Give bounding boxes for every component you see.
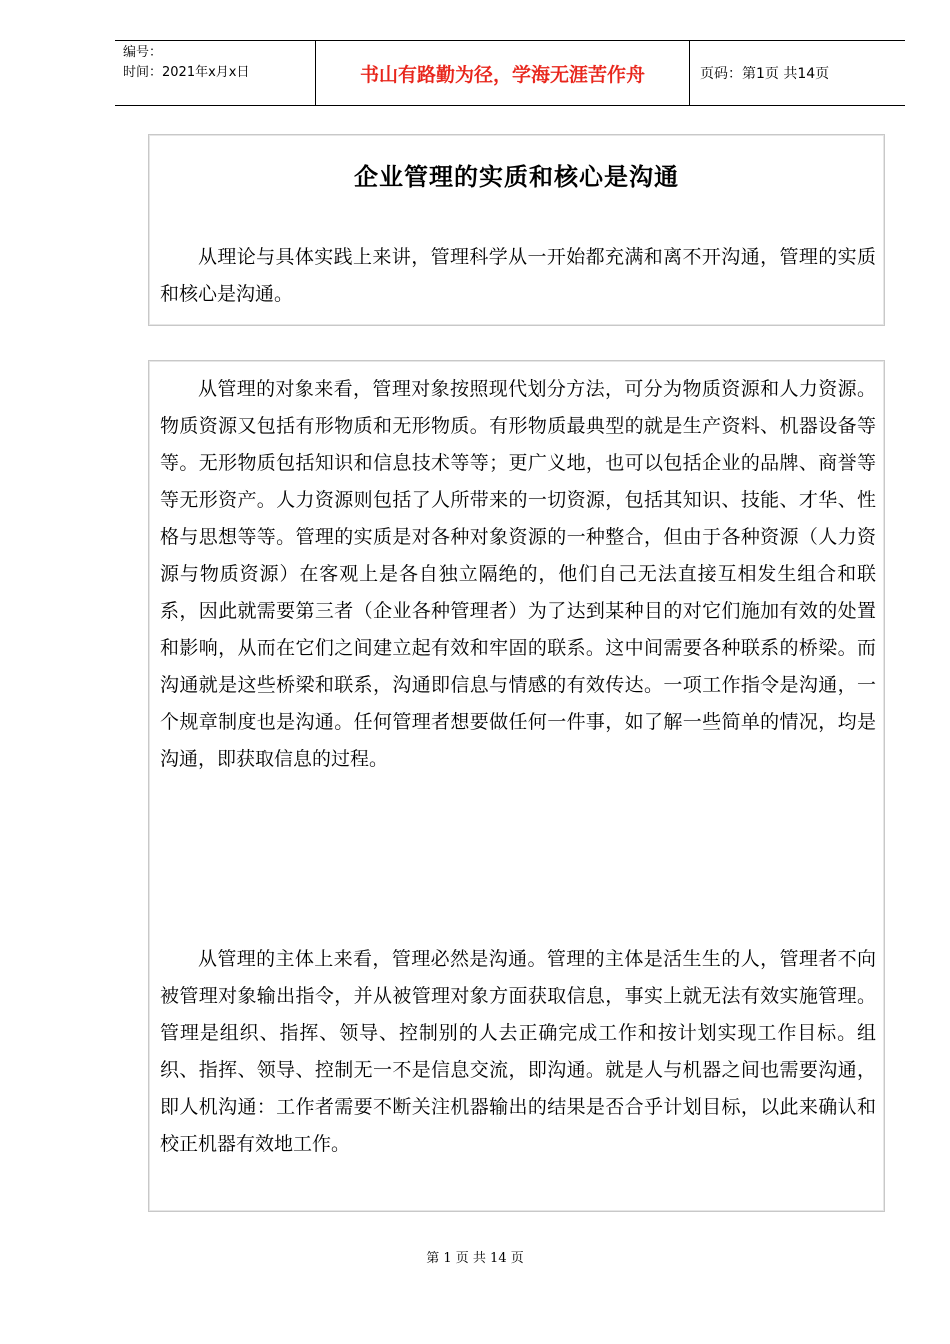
title-section: [148, 134, 885, 326]
document-title: 企业管理的实质和核心是沟通: [354, 162, 679, 191]
header-motto: 书山有路勤为径，学海无涯苦作舟: [316, 41, 690, 105]
intro-paragraph: 从理论与具体实践上来讲，管理科学从一开始都充满和离不开沟通，管理的实质和核心是沟通。: [160, 246, 876, 305]
header-meta: [115, 41, 316, 105]
body-paragraph-2: 从管理的主体上来看，管理必然是沟通。管理的主体是活生生的人，管理者不向被管理对象输出指令，并从被管理对象方面获取信息，事实上就无法有效实施管理。管理是组织、指挥、领导、控制别的人去正确完成工作和按计划实现工作目标。组织、指挥、领导、控制无一不是信息交流，即沟通。就是人与机器之间也需要沟通，即人机沟通：工作者需要不断关注机器输出的结果是否合乎计划目标，以此来确认和校正机器有效地工作。: [160, 948, 876, 1155]
body-section: [148, 360, 885, 1212]
serial-label: 编号：: [123, 45, 163, 60]
page-header: [115, 40, 905, 106]
page-footer: 第 1 页 共 14 页: [426, 1251, 524, 1266]
body-paragraph-1: 从管理的对象来看，管理对象按照现代划分方法，可分为物质资源和人力资源。物质资源又包括有形物质和无形物质。有形物质最典型的就是生产资料、机器设备等等。无形物质包括知识和信息技术等等；更广义地，也可以包括企业的品牌、商誉等等无形资产。人力资源则包括了人所带来的一切资源，包括其知识、技能、才华、性格与思想等等。管理的实质是对各种对象资源的一种整合，但由于各种资源（人力资源与物质资源）在客观上是各自独立隔绝的，他们自己无法直接互相发生组合和联系，因此就需要第三者（企业各种管理者）为了达到某种目的对它们施加有效的处置和影响，从而在它们之间建立起有效和牢固的联系。这中间需要各种联系的桥梁。而沟通就是这些桥梁和联系，沟通即信息与情感的有效传达。一项工作指令是沟通，一个规章制度也是沟通。任何管理者想要做任何一件事，如了解一些简单的情况，均是沟通，即获取信息的过程。: [160, 378, 876, 770]
header-page-info: 页码：第1页 共14页: [700, 66, 830, 82]
time-label: 时间：2021年x月x日: [123, 65, 250, 80]
